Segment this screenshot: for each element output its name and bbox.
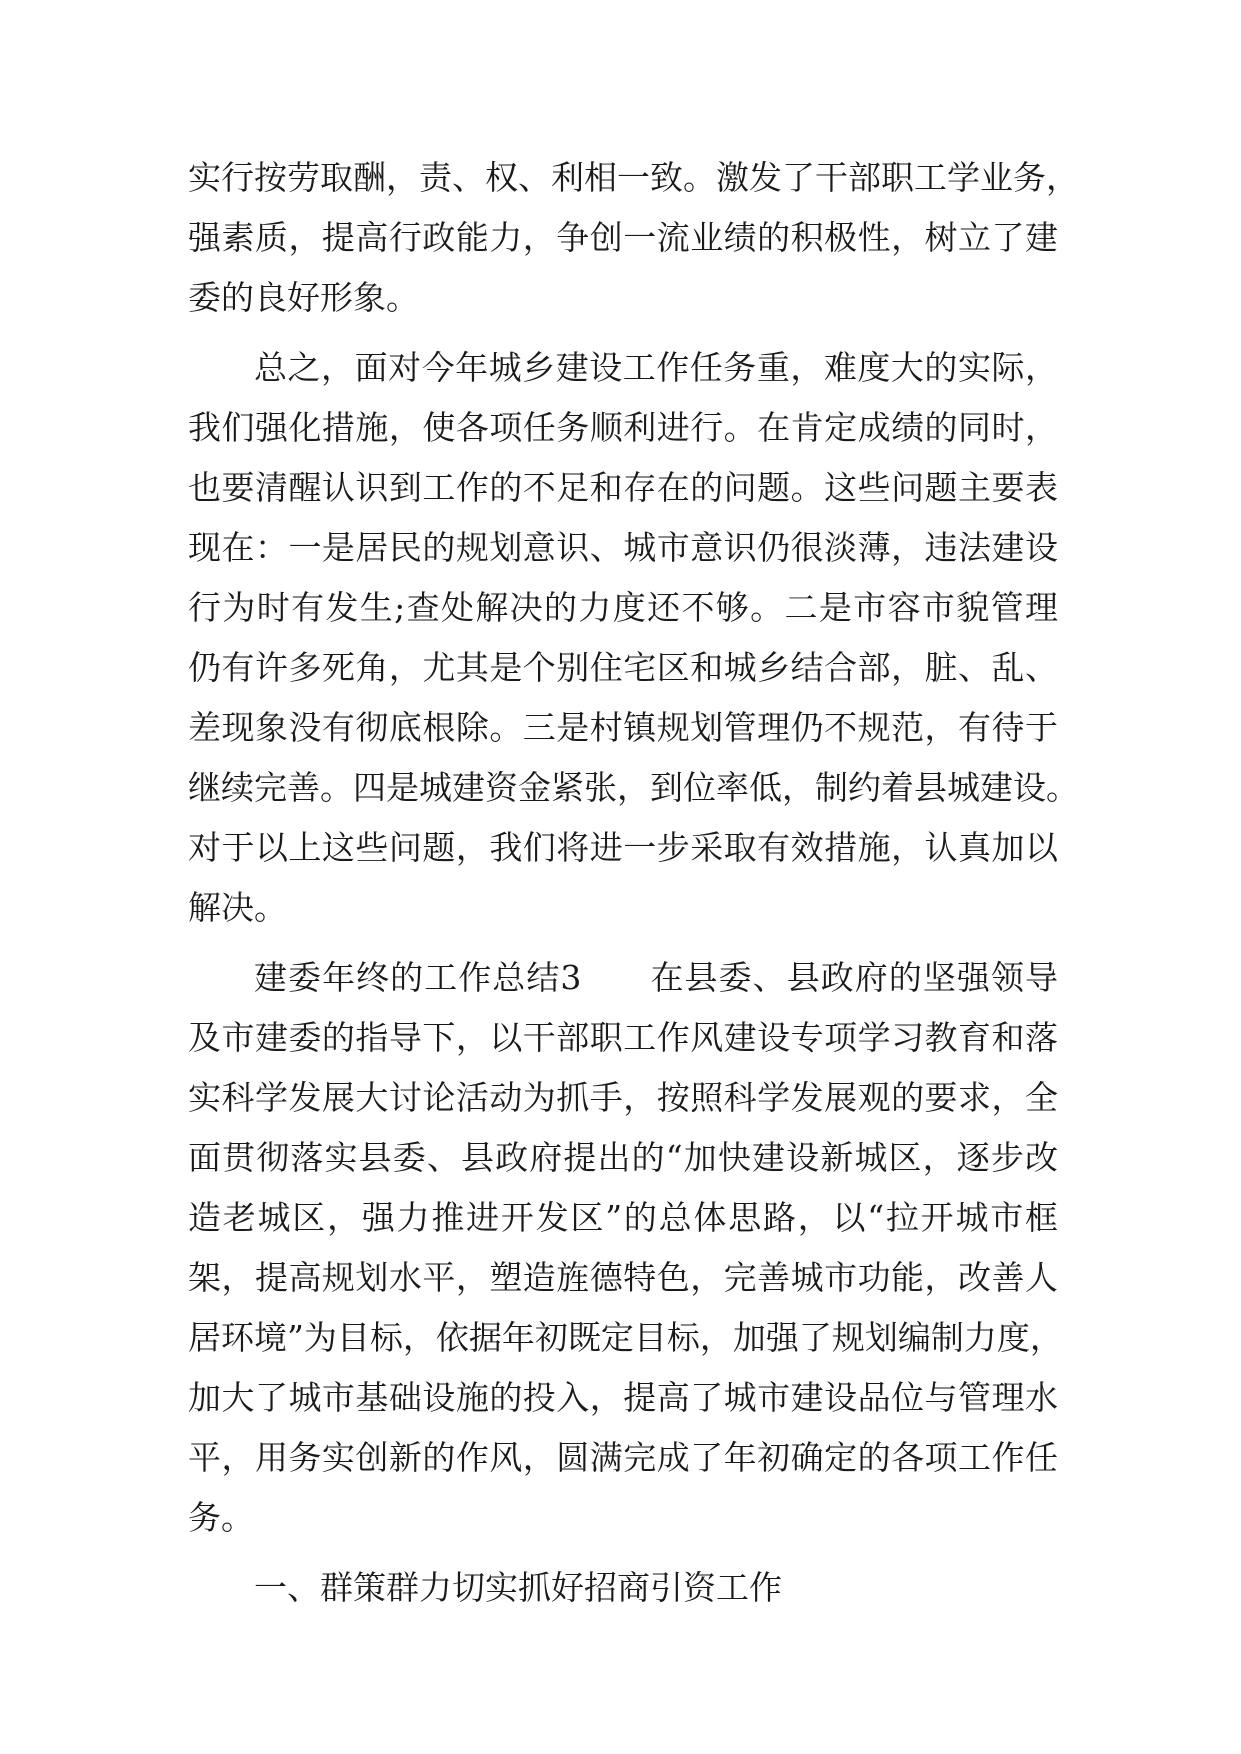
- text-line: 差现象没有彻底根除。三是村镇规划管理仍不规范，有待于: [188, 708, 1058, 747]
- text-line: 造老城区，强力推进开发区”的总体思路，以“拉开城市框: [188, 1198, 1058, 1237]
- text-line: 平，用务实创新的作风，圆满完成了年初确定的各项工作任: [188, 1438, 1058, 1477]
- text-line: 现在：一是居民的规划意识、城市意识仍很淡薄，违法建设: [188, 528, 1058, 567]
- text-line: 面贯彻落实县委、县政府提出的“加快建设新城区，逐步改: [188, 1138, 1058, 1177]
- paragraph-3: [188, 948, 1063, 1548]
- text-line: 加大了城市基础设施的投入，提高了城市建设品位与管理水: [188, 1378, 1058, 1417]
- text-line: 总之，面对今年城乡建设工作任务重，难度大的实际，: [254, 348, 1058, 387]
- text-line: 仍有许多死角，尤其是个别住宅区和城乡结合部，脏、乱、: [188, 648, 1058, 687]
- heading-line: 一、群策群力切实抓好招商引资工作: [254, 1568, 782, 1607]
- text-line: 解决。: [188, 888, 287, 927]
- paragraph-2: [188, 338, 1079, 938]
- section-heading: [188, 1558, 1058, 1618]
- text-line: 居环境”为目标，依据年初既定目标，加强了规划编制力度，: [188, 1318, 1063, 1357]
- text-line: 务。: [188, 1498, 254, 1537]
- text-line: 委的良好形象。: [188, 278, 419, 317]
- text-line: 建委年终的工作总结3 在县委、县政府的坚强领导: [254, 958, 1058, 997]
- text-line: 架，提高规划水平，塑造旌德特色，完善城市功能，改善人: [188, 1258, 1058, 1297]
- document-page: [188, 148, 1079, 1618]
- paragraph-1: [188, 148, 1079, 328]
- text-line: 及市建委的指导下，以干部职工作风建设专项学习教育和落: [188, 1018, 1058, 1057]
- text-line: 对于以上这些问题，我们将进一步采取有效措施，认真加以: [188, 828, 1058, 867]
- text-line: 实行按劳取酬，责、权、利相一致。激发了干部职工学业务，: [188, 158, 1079, 197]
- text-line: 实科学发展大讨论活动为抓手，按照科学发展观的要求，全: [188, 1078, 1058, 1117]
- text-line: 我们强化措施，使各项任务顺利进行。在肯定成绩的同时，: [188, 408, 1058, 447]
- text-line: 行为时有发生;查处解决的力度还不够。二是市容市貌管理: [188, 588, 1058, 627]
- text-line: 强素质，提高行政能力，争创一流业绩的积极性，树立了建: [188, 218, 1058, 257]
- text-line: 继续完善。四是城建资金紧张，到位率低，制约着县城建设。: [188, 768, 1079, 807]
- text-line: 也要清醒认识到工作的不足和存在的问题。这些问题主要表: [188, 468, 1058, 507]
